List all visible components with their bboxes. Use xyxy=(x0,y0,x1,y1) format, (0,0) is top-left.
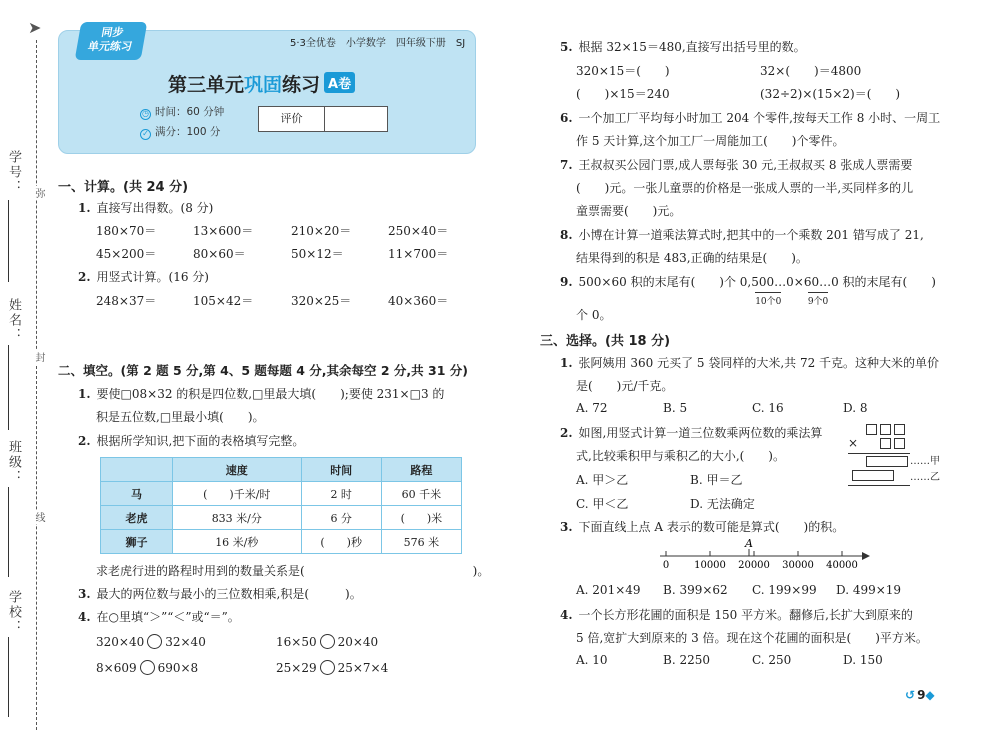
option[interactable]: D. 8 xyxy=(843,401,868,415)
class-line xyxy=(8,487,9,577)
question-2-7-cont: 童票需要( )元。 xyxy=(576,204,682,218)
section-2-title: 二、填空。(第 2 题 5 分,第 4、5 题每题 4 分,其余每空 2 分,共 31 分) xyxy=(58,363,468,378)
unit-flag: 同步 单元练习 xyxy=(75,22,148,60)
vertical-calc-item: 105×42＝ xyxy=(193,294,254,308)
volume-badge: A卷 xyxy=(324,72,355,93)
swirl-icon: ↺ xyxy=(905,688,916,702)
tick-label: 40000 xyxy=(826,560,858,571)
school-label: 学校： xyxy=(6,590,21,635)
partial-product-box xyxy=(866,456,908,467)
digit-box xyxy=(894,438,905,449)
rocket-icon: ➤ xyxy=(28,18,42,37)
question-2-2-relation: 求老虎行进的路程时用到的数量关系是( )。 xyxy=(96,564,490,578)
question-2-1-cont: 积是五位数,□里最小填( )。 xyxy=(96,410,265,424)
vertical-calc-item: 40×360＝ xyxy=(388,294,449,308)
underbrace-a: 500…0 10个0 xyxy=(751,275,794,307)
section-3-title: 三、选择。(共 18 分) xyxy=(540,334,671,349)
digit-box xyxy=(866,424,877,435)
compare-item: 320×40 32×40 xyxy=(96,635,206,649)
question-2-5: 5. 根据 32×15＝480,直接写出括号里的数。 xyxy=(560,40,806,54)
option[interactable]: D. 499×19 xyxy=(836,583,902,597)
page-title: 第三单元巩固练习 A卷 xyxy=(168,70,355,97)
option[interactable]: B. 5 xyxy=(663,401,688,415)
student-id-line xyxy=(8,200,9,282)
calc-item: 210×20＝ xyxy=(291,224,352,238)
row-header: 老虎 xyxy=(101,506,173,530)
option[interactable]: C. 16 xyxy=(752,401,784,415)
number-line xyxy=(650,536,872,576)
col-header: 路程 xyxy=(381,458,461,482)
point-a-label: A xyxy=(745,537,753,550)
question-1-2: 2. 用竖式计算。(16 分) xyxy=(78,270,209,284)
question-1-1: 1. 直接写出得数。(8 分) xyxy=(78,201,214,215)
question-2-7-cont: ( )元。一张儿童票的价格是一张成人票的一半,买同样多的儿 xyxy=(576,181,914,195)
option[interactable]: D. 无法确定 xyxy=(690,497,755,511)
fill-item: ( )×15＝240 xyxy=(576,87,670,101)
fill-item: 32×( )＝4800 xyxy=(760,64,862,78)
vertical-calc-item: 248×37＝ xyxy=(96,294,157,308)
question-2-1: 1. 要使□08×32 的积是四位数,□里最大填( );要使 231×□3 的 xyxy=(78,387,445,401)
score-info: ✓ 满分：100 分 xyxy=(140,124,220,140)
calc-item: 13×600＝ xyxy=(193,224,254,238)
tick-label: 10000 xyxy=(694,560,726,571)
question-2-6: 6. 一个加工厂平均每小时加工 204 个零件,按每天工作 8 小时、一周工 xyxy=(560,111,941,125)
table-cell: ( )千米/时 xyxy=(173,482,302,506)
name-line xyxy=(8,345,9,430)
question-2-9-cont: 个 0。 xyxy=(576,308,612,322)
col-header: 时间 xyxy=(301,458,381,482)
section-1-title: 一、计算。(共 24 分) xyxy=(58,180,189,195)
binding-char: 弥 xyxy=(33,188,44,198)
grade-box xyxy=(258,106,388,132)
table-row xyxy=(101,482,462,506)
binding-char: 线 xyxy=(33,512,44,522)
option[interactable]: A. 72 xyxy=(576,401,608,415)
question-2-3: 3. 最大的两位数与最小的三位数相乘,积是( )。 xyxy=(78,587,362,601)
school-line xyxy=(8,637,9,717)
table-corner xyxy=(101,458,173,482)
page-number: ↺ 9◆ xyxy=(905,688,935,702)
check-icon: ✓ xyxy=(140,129,151,140)
fill-item: (32÷2)×(15×2)＝( ) xyxy=(760,87,901,101)
compare-item: 16×50 20×40 xyxy=(276,635,379,649)
binding-char: 封 xyxy=(33,352,44,362)
option[interactable]: B. 甲＝乙 xyxy=(690,473,743,487)
option[interactable]: B. 399×62 xyxy=(663,583,728,597)
series-info: 5·3全优卷 小学数学 四年级下册 SJ xyxy=(290,38,466,49)
digit-box xyxy=(894,424,905,435)
table-cell: 576 米 xyxy=(381,530,461,554)
tick-label: 0 xyxy=(662,560,670,571)
digit-box xyxy=(880,438,891,449)
axis-arrow xyxy=(862,552,870,560)
option[interactable]: C. 甲＜乙 xyxy=(576,497,629,511)
question-2-6-cont: 作 5 天计算,这个加工厂一周能加工( )个零件。 xyxy=(576,134,845,148)
option[interactable]: C. 199×99 xyxy=(752,583,817,597)
times-sign: × xyxy=(848,436,859,450)
question-3-3: 3. 下面直线上点 A 表示的数可能是算式( )的积。 xyxy=(560,520,845,534)
calc-item: 45×200＝ xyxy=(96,247,157,261)
option[interactable]: A. 甲＞乙 xyxy=(576,473,629,487)
compare-circle[interactable] xyxy=(140,660,155,675)
question-3-4-cont: 5 倍,宽扩大到原来的 3 倍。现在这个花圃的面积是( )平方米。 xyxy=(576,631,928,645)
fill-item: 320×15＝( ) xyxy=(576,64,670,78)
row-header: 狮子 xyxy=(101,530,173,554)
table-cell: 6 分 xyxy=(301,506,381,530)
question-3-2: 2. 如图,用竖式计算一道三位数乘两位数的乘法算 xyxy=(560,426,823,440)
student-id-label: 学号： xyxy=(6,150,21,195)
vertical-calc-item: 320×25＝ xyxy=(291,294,352,308)
digit-box xyxy=(880,424,891,435)
table-cell: ( )秒 xyxy=(301,530,381,554)
grade-field[interactable] xyxy=(325,107,387,131)
question-2-2: 2. 根据所学知识,把下面的表格填写完整。 xyxy=(78,434,305,448)
compare-circle[interactable] xyxy=(320,634,335,649)
table-row xyxy=(101,506,462,530)
option[interactable]: D. 150 xyxy=(843,653,883,667)
grade-label: 评价 xyxy=(259,107,325,131)
speed-table xyxy=(100,457,462,554)
question-2-7: 7. 王叔叔买公园门票,成人票每张 30 元,王叔叔买 8 张成人票需要 xyxy=(560,158,913,172)
option[interactable]: C. 250 xyxy=(752,653,792,667)
question-3-1-cont: 是( )元/千克。 xyxy=(576,379,674,393)
yi-label: ……乙 xyxy=(910,472,940,483)
calc-item: 11×700＝ xyxy=(388,247,449,261)
table-cell: 833 米/分 xyxy=(173,506,302,530)
question-2-9: 9. 500×60 积的末尾有( )个 0,500…0 10个0 ×60…0 9个0 积的末尾有( ) xyxy=(560,275,936,307)
question-2-4: 4. 在○里填“＞”“＜”或“＝”。 xyxy=(78,610,240,624)
table-cell: 60 千米 xyxy=(381,482,461,506)
question-3-4: 4. 一个长方形花圃的面积是 150 平方米。翻修后,长扩大到原来的 xyxy=(560,608,913,622)
calc-item: 180×70＝ xyxy=(96,224,157,238)
underbrace-b: 60…0 9个0 xyxy=(803,275,839,307)
binding-line xyxy=(36,40,37,730)
table-row xyxy=(101,530,462,554)
calc-item: 50×12＝ xyxy=(291,247,344,261)
col-header: 速度 xyxy=(173,458,302,482)
calc-item: 250×40＝ xyxy=(388,224,449,238)
partial-product-box xyxy=(852,470,894,481)
calc-item: 80×60＝ xyxy=(193,247,246,261)
tick-label: 30000 xyxy=(782,560,814,571)
question-3-2-cont: 式,比较乘积甲与乘积乙的大小,( )。 xyxy=(576,449,785,463)
table-cell: 16 米/秒 xyxy=(173,530,302,554)
compare-item: 25×29 25×7×4 xyxy=(276,661,389,675)
calc-rule xyxy=(848,485,910,486)
compare-item: 8×609 690×8 xyxy=(96,661,199,675)
name-label: 姓名： xyxy=(6,298,21,343)
calc-rule xyxy=(848,453,910,454)
question-3-1: 1. 张阿姨用 360 元买了 5 袋同样的大米,共 72 千克。这种大米的单价 xyxy=(560,356,940,370)
tick-label: 20000 xyxy=(738,560,770,571)
compare-circle[interactable] xyxy=(147,634,162,649)
question-2-8-cont: 结果得到的积是 483,正确的结果是( )。 xyxy=(576,251,808,265)
class-label: 班级： xyxy=(6,440,21,485)
time-info: ◷ 时间：60 分钟 xyxy=(142,106,225,118)
option[interactable]: A. 201×49 xyxy=(576,583,641,597)
question-2-8: 8. 小博在计算一道乘法算式时,把其中的一个乘数 201 错写成了 21, xyxy=(560,228,924,242)
row-header: 马 xyxy=(101,482,173,506)
option[interactable]: A. 10 xyxy=(576,653,608,667)
table-header-row xyxy=(101,458,462,482)
jia-label: ……甲 xyxy=(910,456,940,467)
table-cell: 2 时 xyxy=(301,482,381,506)
clock-icon: ◷ xyxy=(140,109,151,120)
option[interactable]: B. 2250 xyxy=(663,653,710,667)
compare-circle[interactable] xyxy=(320,660,335,675)
table-cell: ( )米 xyxy=(381,506,461,530)
